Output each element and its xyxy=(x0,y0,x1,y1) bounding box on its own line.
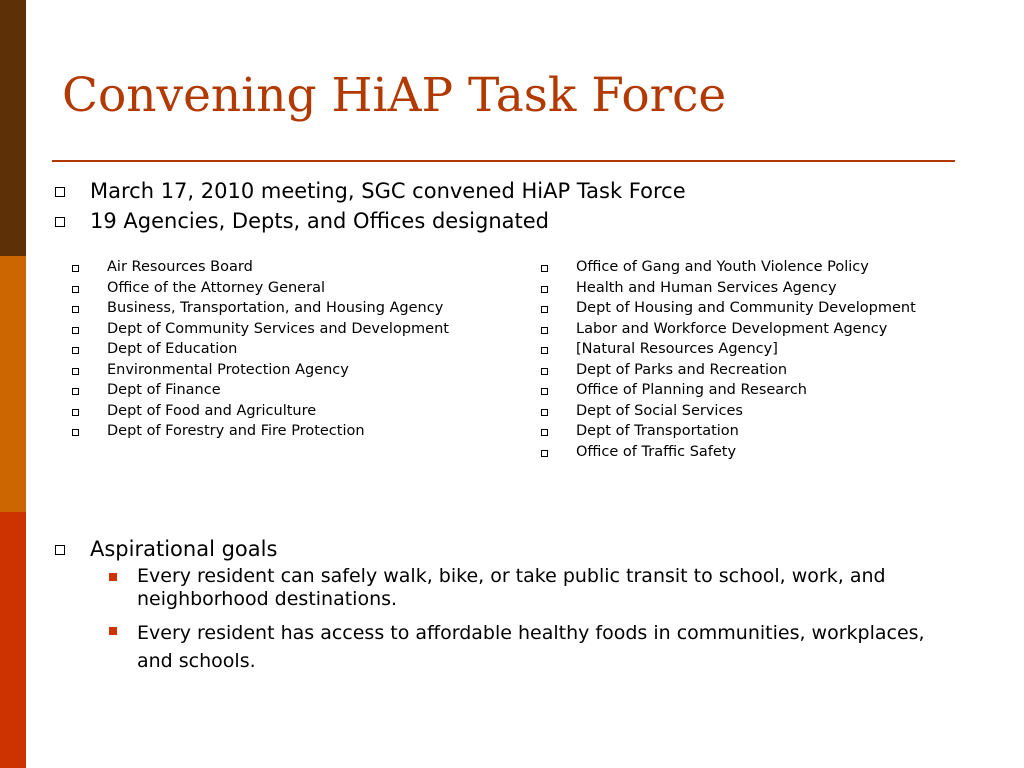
small-square-bullet-icon xyxy=(72,286,79,293)
small-square-bullet-icon xyxy=(72,265,79,272)
list-item: Dept of Social Services xyxy=(541,403,961,420)
bullet-meeting xyxy=(55,178,686,204)
slide-title: Convening HiAP Task Force xyxy=(62,68,727,123)
bullet-agencies xyxy=(55,208,549,234)
hollow-square-bullet-icon xyxy=(55,217,65,227)
bullet-aspirational-goals xyxy=(55,536,277,562)
small-square-bullet-icon xyxy=(541,409,548,416)
list-item: Environmental Protection Agency xyxy=(72,362,492,379)
small-square-bullet-icon xyxy=(541,368,548,375)
goal-item xyxy=(109,565,957,611)
list-item: Office of Gang and Youth Violence Policy xyxy=(541,259,961,276)
bullet-text: March 17, 2010 meeting, SGC convened HiAP Task Force xyxy=(90,179,686,203)
small-square-bullet-icon xyxy=(541,327,548,334)
small-square-bullet-icon xyxy=(72,306,79,313)
list-item: Dept of Housing and Community Development xyxy=(541,300,961,317)
filled-square-bullet-icon xyxy=(109,627,117,635)
list-item: Dept of Education xyxy=(72,341,492,358)
small-square-bullet-icon xyxy=(72,368,79,375)
sidebar-accent-bar xyxy=(0,0,26,768)
list-item: Dept of Food and Agriculture xyxy=(72,403,492,420)
list-item: Dept of Finance xyxy=(72,382,492,399)
list-item: Health and Human Services Agency xyxy=(541,280,961,297)
agency-list-left xyxy=(72,259,492,444)
small-square-bullet-icon xyxy=(72,429,79,436)
list-item: Dept of Forestry and Fire Protection xyxy=(72,423,492,440)
list-item: Dept of Parks and Recreation xyxy=(541,362,961,379)
small-square-bullet-icon xyxy=(541,265,548,272)
list-item: Air Resources Board xyxy=(72,259,492,276)
list-item: Office of Traffic Safety xyxy=(541,444,961,461)
small-square-bullet-icon xyxy=(541,388,548,395)
list-item: Business, Transportation, and Housing Agency xyxy=(72,300,492,317)
small-square-bullet-icon xyxy=(72,347,79,354)
list-item: Office of Planning and Research xyxy=(541,382,961,399)
list-item: [Natural Resources Agency] xyxy=(541,341,961,358)
small-square-bullet-icon xyxy=(72,327,79,334)
small-square-bullet-icon xyxy=(541,306,548,313)
agency-list-right xyxy=(541,259,961,464)
list-item: Dept of Community Services and Development xyxy=(72,321,492,338)
goal-item xyxy=(109,619,957,675)
sidebar-segment-top xyxy=(0,0,26,256)
filled-square-bullet-icon xyxy=(109,573,117,581)
list-item: Dept of Transportation xyxy=(541,423,961,440)
small-square-bullet-icon xyxy=(541,347,548,354)
goal-text: Every resident can safely walk, bike, or take public transit to school, work, and neighborhood destinations. xyxy=(137,565,886,610)
small-square-bullet-icon xyxy=(541,429,548,436)
goal-text: Every resident has access to affordable healthy foods in communities, workplaces, and schools. xyxy=(137,622,925,672)
sidebar-segment-middle xyxy=(0,256,26,512)
hollow-square-bullet-icon xyxy=(55,545,65,555)
sidebar-segment-bottom xyxy=(0,512,26,768)
hollow-square-bullet-icon xyxy=(55,187,65,197)
small-square-bullet-icon xyxy=(72,409,79,416)
bullet-text: Aspirational goals xyxy=(90,537,278,561)
list-item: Office of the Attorney General xyxy=(72,280,492,297)
title-divider xyxy=(52,160,955,162)
list-item: Labor and Workforce Development Agency xyxy=(541,321,961,338)
small-square-bullet-icon xyxy=(72,388,79,395)
small-square-bullet-icon xyxy=(541,286,548,293)
small-square-bullet-icon xyxy=(541,450,548,457)
bullet-text: 19 Agencies, Depts, and Offices designated xyxy=(90,209,549,233)
